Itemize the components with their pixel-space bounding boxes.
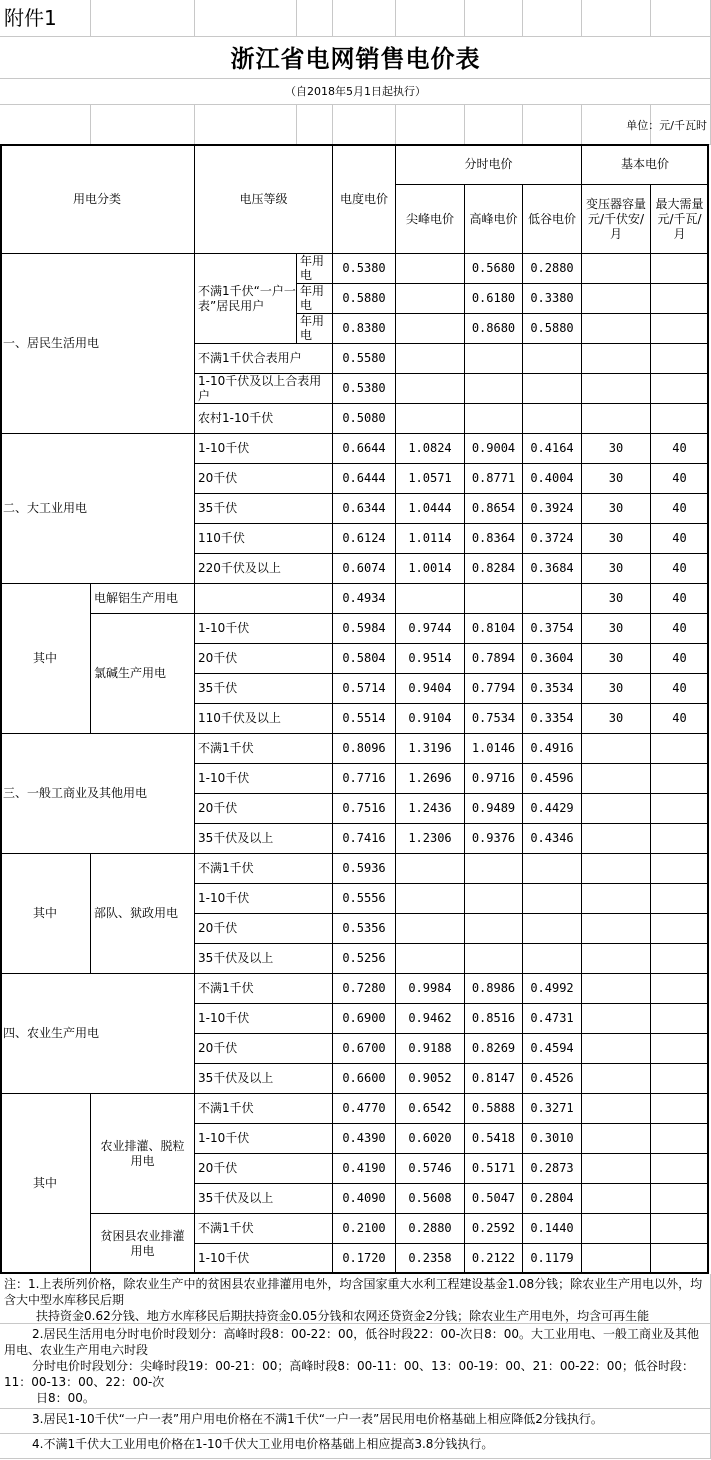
voltage-cell: 不满1千伏 (195, 1094, 333, 1124)
kwh-price-cell: 0.5580 (333, 344, 396, 374)
max-demand-cell (651, 1124, 709, 1154)
peak-top-cell (396, 914, 465, 944)
valley-cell: 0.5880 (523, 314, 582, 344)
peak-top-cell: 0.6542 (396, 1094, 465, 1124)
max-demand-cell (651, 314, 709, 344)
peak-cell: 0.7794 (465, 674, 523, 704)
max-demand-cell (651, 1214, 709, 1244)
grid-cell (91, 105, 195, 145)
voltage-cell (195, 584, 333, 614)
max-demand-cell (651, 254, 709, 284)
peak-cell: 0.2592 (465, 1214, 523, 1244)
voltage-cell: 20千伏 (195, 1034, 333, 1064)
voltage-cell: 35千伏及以上 (195, 1064, 333, 1094)
max-demand-cell (651, 854, 709, 884)
peak-cell: 0.8147 (465, 1064, 523, 1094)
voltage-cell: 不满1千伏 (195, 854, 333, 884)
peak-top-cell: 1.0014 (396, 554, 465, 584)
grid-cell (651, 0, 711, 37)
sub-label: 其中 (0, 584, 91, 734)
valley-cell: 0.4992 (523, 974, 582, 1004)
kwh-price-cell: 0.7516 (333, 794, 396, 824)
voltage-cell: 不满1千伏 (195, 734, 333, 764)
max-demand-cell (651, 1184, 709, 1214)
peak-cell: 0.5888 (465, 1094, 523, 1124)
peak-top-cell: 1.3196 (396, 734, 465, 764)
peak-cell: 0.7894 (465, 644, 523, 674)
transformer-cell (582, 1064, 651, 1094)
grid-cell (523, 0, 582, 37)
max-demand-cell (651, 284, 709, 314)
valley-cell (523, 584, 582, 614)
peak-top-cell (396, 284, 465, 314)
transformer-cell (582, 734, 651, 764)
peak-top-cell: 0.9052 (396, 1064, 465, 1094)
note-3: 3.居民1-10千伏“一户一表”用户用电价格在不满1千伏“一户一表”居民用电价格基础上相应降低2分钱执行。 (0, 1409, 711, 1434)
voltage-cell: 不满1千伏 (195, 1214, 333, 1244)
grid-cell (465, 0, 523, 37)
voltage-cell: 35千伏 (195, 494, 333, 524)
peak-top-cell (396, 404, 465, 434)
max-demand-cell (651, 824, 709, 854)
kwh-price-cell: 0.7716 (333, 764, 396, 794)
peak-top-cell: 0.2358 (396, 1244, 465, 1274)
note-2-line-b-text: 分时电价时段划分：尖峰时段19：00-21：00；高峰时段8：00-11：00、13：00-19：00、21：00-22：00；低谷时段：11：00-13：00、22：00-次 (4, 1359, 695, 1389)
kwh-price-cell: 0.7416 (333, 824, 396, 854)
peak-cell: 0.2122 (465, 1244, 523, 1274)
kwh-price-cell: 0.7280 (333, 974, 396, 1004)
valley-cell: 0.4594 (523, 1034, 582, 1064)
max-demand-cell: 40 (651, 434, 709, 464)
voltage-cell: 35千伏及以上 (195, 824, 333, 854)
valley-cell: 0.2804 (523, 1184, 582, 1214)
valley-cell: 0.3724 (523, 524, 582, 554)
header-peak: 高峰电价 (465, 185, 523, 254)
valley-cell: 0.3684 (523, 554, 582, 584)
note-4: 4.不满1千伏大工业用电价格在1-10千伏大工业用电价格基础上相应提高3.8分钱执行。 (0, 1434, 711, 1459)
transformer-cell (582, 764, 651, 794)
transformer-cell (582, 404, 651, 434)
peak-top-cell: 0.5608 (396, 1184, 465, 1214)
transformer-cell (582, 344, 651, 374)
voltage-cell: 农村1-10千伏 (195, 404, 333, 434)
transformer-cell: 30 (582, 704, 651, 734)
page-subtitle: （自2018年5月1日起执行） (285, 85, 426, 98)
peak-cell: 0.8104 (465, 614, 523, 644)
max-demand-cell: 40 (651, 704, 709, 734)
peak-top-cell: 1.0571 (396, 464, 465, 494)
valley-cell: 0.3010 (523, 1124, 582, 1154)
kwh-price-cell: 0.5936 (333, 854, 396, 884)
transformer-cell: 30 (582, 524, 651, 554)
peak-cell: 0.9004 (465, 434, 523, 464)
kwh-price-cell: 0.5514 (333, 704, 396, 734)
peak-top-cell: 1.2436 (396, 794, 465, 824)
transformer-cell: 30 (582, 434, 651, 464)
peak-top-cell: 0.5746 (396, 1154, 465, 1184)
peak-top-cell: 1.2306 (396, 824, 465, 854)
peak-cell (465, 404, 523, 434)
transformer-cell: 30 (582, 674, 651, 704)
header-tou-group: 分时电价 (396, 145, 582, 185)
max-demand-cell (651, 1034, 709, 1064)
voltage-cell: 1-10千伏 (195, 1004, 333, 1034)
voltage-cell: 不满1千伏 (195, 974, 333, 1004)
peak-top-cell (396, 374, 465, 404)
valley-cell: 0.1179 (523, 1244, 582, 1274)
header-voltage: 电压等级 (195, 145, 333, 254)
valley-cell: 0.3604 (523, 644, 582, 674)
kwh-price-cell: 0.5256 (333, 944, 396, 974)
peak-cell: 0.8654 (465, 494, 523, 524)
kwh-price-cell: 0.6344 (333, 494, 396, 524)
max-demand-cell (651, 974, 709, 1004)
grid-cell (195, 0, 297, 37)
kwh-price-cell: 0.6444 (333, 464, 396, 494)
transformer-cell (582, 1214, 651, 1244)
note-2-line-a: 2.居民生活用电分时电价时段划分：高峰时段8：00-22：00，低谷时段22：00-次日8：00。大工业用电、一般工商业及其他用电、农业生产用电六时段 (4, 1327, 700, 1357)
kwh-price-cell: 0.8096 (333, 734, 396, 764)
kwh-price-cell: 0.2100 (333, 1214, 396, 1244)
peak-cell: 0.8284 (465, 554, 523, 584)
valley-cell: 0.3380 (523, 284, 582, 314)
tier-label: 年用电 (297, 284, 333, 314)
peak-top-cell: 0.9462 (396, 1004, 465, 1034)
peak-top-cell: 0.9404 (396, 674, 465, 704)
tier-label: 年用电 (297, 314, 333, 344)
category-commercial: 三、一般工商业及其他用电 (0, 734, 195, 854)
peak-top-cell: 0.6020 (396, 1124, 465, 1154)
max-demand-cell (651, 1094, 709, 1124)
max-demand-cell (651, 764, 709, 794)
valley-cell: 0.3754 (523, 614, 582, 644)
header-transformer: 变压器容量元/千伏安/月 (582, 185, 651, 254)
peak-cell: 0.9489 (465, 794, 523, 824)
grid-cell (333, 105, 396, 145)
kwh-price-cell: 0.8380 (333, 314, 396, 344)
peak-top-cell: 0.9514 (396, 644, 465, 674)
grid-cell (91, 0, 195, 37)
grid-cell (523, 105, 582, 145)
peak-cell (465, 584, 523, 614)
max-demand-cell: 40 (651, 524, 709, 554)
kwh-price-cell: 0.4934 (333, 584, 396, 614)
subcategory-aluminum: 电解铝生产用电 (91, 584, 195, 614)
transformer-cell (582, 1004, 651, 1034)
valley-cell: 0.2873 (523, 1154, 582, 1184)
transformer-cell (582, 914, 651, 944)
max-demand-cell (651, 734, 709, 764)
max-demand-cell: 40 (651, 584, 709, 614)
subcategory-irrigation: 农业排灌、脱粒用电 (91, 1094, 195, 1214)
voltage-cell: 1-10千伏 (195, 1244, 333, 1274)
peak-top-cell: 0.2880 (396, 1214, 465, 1244)
kwh-price-cell: 0.6700 (333, 1034, 396, 1064)
voltage-cell: 1-10千伏 (195, 434, 333, 464)
max-demand-cell: 40 (651, 674, 709, 704)
kwh-price-cell: 0.1720 (333, 1244, 396, 1274)
header-valley: 低谷电价 (523, 185, 582, 254)
peak-top-cell (396, 344, 465, 374)
max-demand-cell: 40 (651, 644, 709, 674)
header-category: 用电分类 (0, 145, 195, 254)
peak-cell: 0.5047 (465, 1184, 523, 1214)
max-demand-cell (651, 1004, 709, 1034)
peak-top-cell (396, 944, 465, 974)
voltage-cell: 20千伏 (195, 644, 333, 674)
peak-top-cell (396, 584, 465, 614)
max-demand-cell (651, 374, 709, 404)
max-demand-cell (651, 344, 709, 374)
peak-cell (465, 944, 523, 974)
sub-label: 其中 (0, 1094, 91, 1274)
max-demand-cell: 40 (651, 494, 709, 524)
peak-top-cell: 0.9744 (396, 614, 465, 644)
voltage-cell: 1-10千伏 (195, 884, 333, 914)
kwh-price-cell: 0.5880 (333, 284, 396, 314)
note-2 (0, 1324, 711, 1409)
valley-cell: 0.1440 (523, 1214, 582, 1244)
peak-cell: 0.8771 (465, 464, 523, 494)
peak-top-cell: 1.0824 (396, 434, 465, 464)
peak-top-cell: 0.9188 (396, 1034, 465, 1064)
kwh-price-cell: 0.5356 (333, 914, 396, 944)
voltage-cell: 1-10千伏 (195, 614, 333, 644)
transformer-cell (582, 884, 651, 914)
peak-cell: 0.8269 (465, 1034, 523, 1064)
kwh-price-cell: 0.5984 (333, 614, 396, 644)
grid-cell (297, 0, 333, 37)
voltage-cell: 220千伏及以上 (195, 554, 333, 584)
valley-cell: 0.2880 (523, 254, 582, 284)
transformer-cell (582, 854, 651, 884)
valley-cell: 0.4346 (523, 824, 582, 854)
transformer-cell (582, 254, 651, 284)
transformer-cell (582, 1034, 651, 1064)
valley-cell: 0.4596 (523, 764, 582, 794)
peak-cell (465, 884, 523, 914)
note-1 (0, 1274, 711, 1324)
kwh-price-cell: 0.5380 (333, 374, 396, 404)
header-peak-top: 尖峰电价 (396, 185, 465, 254)
max-demand-cell (651, 1154, 709, 1184)
valley-cell: 0.3271 (523, 1094, 582, 1124)
valley-cell: 0.4429 (523, 794, 582, 824)
transformer-cell: 30 (582, 464, 651, 494)
kwh-price-cell: 0.6600 (333, 1064, 396, 1094)
header-basic-group: 基本电价 (582, 145, 709, 185)
transformer-cell (582, 374, 651, 404)
peak-cell: 0.7534 (465, 704, 523, 734)
peak-top-cell: 0.9104 (396, 704, 465, 734)
valley-cell: 0.4916 (523, 734, 582, 764)
max-demand-cell (651, 944, 709, 974)
transformer-cell (582, 284, 651, 314)
kwh-price-cell: 0.5556 (333, 884, 396, 914)
voltage-cell: 不满1千伏合表用户 (195, 344, 333, 374)
peak-top-cell: 1.2696 (396, 764, 465, 794)
valley-cell (523, 374, 582, 404)
voltage-cell: 1-10千伏及以上合表用户 (195, 374, 333, 404)
max-demand-cell (651, 1244, 709, 1274)
transformer-cell (582, 824, 651, 854)
transformer-cell (582, 1184, 651, 1214)
kwh-price-cell: 0.6900 (333, 1004, 396, 1034)
transformer-cell (582, 944, 651, 974)
voltage-cell: 35千伏及以上 (195, 1184, 333, 1214)
kwh-price-cell: 0.5380 (333, 254, 396, 284)
kwh-price-cell: 0.4090 (333, 1184, 396, 1214)
note-2-line-b (0, 1358, 706, 1390)
kwh-price-cell: 0.5714 (333, 674, 396, 704)
peak-top-cell (396, 884, 465, 914)
subcategory-chlor-alkali: 氯碱生产用电 (91, 614, 195, 734)
transformer-cell (582, 314, 651, 344)
category-large-industry: 二、大工业用电 (0, 434, 195, 584)
subcategory-military: 部队、狱政用电 (91, 854, 195, 974)
peak-cell: 0.5418 (465, 1124, 523, 1154)
valley-cell: 0.4004 (523, 464, 582, 494)
peak-cell: 0.8516 (465, 1004, 523, 1034)
peak-cell (465, 344, 523, 374)
voltage-cell: 20千伏 (195, 914, 333, 944)
peak-cell (465, 374, 523, 404)
peak-cell: 0.8680 (465, 314, 523, 344)
kwh-price-cell: 0.6074 (333, 554, 396, 584)
unit-label: 单位：元/千瓦时 (626, 119, 707, 132)
grid-cell (396, 105, 465, 145)
voltage-cell: 110千伏 (195, 524, 333, 554)
kwh-price-cell: 0.4190 (333, 1154, 396, 1184)
voltage-cell: 20千伏 (195, 1154, 333, 1184)
header-kwh-price: 电度电价 (333, 145, 396, 254)
transformer-cell: 30 (582, 614, 651, 644)
peak-top-cell (396, 254, 465, 284)
peak-cell: 1.0146 (465, 734, 523, 764)
transformer-cell (582, 974, 651, 1004)
attachment-label: 附件1 (4, 6, 57, 30)
grid-cell (582, 0, 651, 37)
transformer-cell (582, 1124, 651, 1154)
voltage-cell: 110千伏及以上 (195, 704, 333, 734)
valley-cell (523, 854, 582, 884)
grid-cell (0, 105, 91, 145)
valley-cell (523, 884, 582, 914)
max-demand-cell (651, 914, 709, 944)
peak-cell: 0.9716 (465, 764, 523, 794)
note-1-line-b: 扶持资金0.62分钱、地方水库移民后期扶持资金0.05分钱和农网还贷资金2分钱；除农业生产用电外，均含可再生能 (36, 1309, 650, 1323)
valley-cell: 0.4731 (523, 1004, 582, 1034)
sub-label: 其中 (0, 854, 91, 974)
valley-cell: 0.4164 (523, 434, 582, 464)
max-demand-cell: 40 (651, 614, 709, 644)
voltage-cell: 20千伏 (195, 794, 333, 824)
peak-top-cell (396, 314, 465, 344)
grid-cell (297, 105, 333, 145)
max-demand-cell (651, 404, 709, 434)
peak-top-cell: 1.0114 (396, 524, 465, 554)
subcategory-poor-county: 贫困县农业排灌用电 (91, 1214, 195, 1274)
peak-cell: 0.5680 (465, 254, 523, 284)
peak-cell (465, 914, 523, 944)
transformer-cell: 30 (582, 494, 651, 524)
peak-top-cell: 0.9984 (396, 974, 465, 1004)
grid-cell (465, 105, 523, 145)
category-agriculture: 四、农业生产用电 (0, 974, 195, 1094)
transformer-cell (582, 1154, 651, 1184)
grid-cell (396, 0, 465, 37)
header-max-demand: 最大需量元/千瓦/月 (651, 185, 709, 254)
tier-label: 年用电 (297, 254, 333, 284)
grid-cell (333, 0, 396, 37)
note-1-line-a: 注：1.上表所列价格，除农业生产中的贫困县农业排灌用电外，均含国家重大水利工程建设基金1.08分钱；除农业生产用电以外，均含大中型水库移民后期 (4, 1277, 703, 1307)
voltage-cell: 20千伏 (195, 464, 333, 494)
peak-cell: 0.5171 (465, 1154, 523, 1184)
valley-cell: 0.3354 (523, 704, 582, 734)
peak-top-cell: 1.0444 (396, 494, 465, 524)
transformer-cell (582, 794, 651, 824)
voltage-cell: 1-10千伏 (195, 764, 333, 794)
valley-cell (523, 914, 582, 944)
transformer-cell (582, 1244, 651, 1274)
peak-cell: 0.9376 (465, 824, 523, 854)
max-demand-cell (651, 794, 709, 824)
valley-cell: 0.4526 (523, 1064, 582, 1094)
note-2-line-c: 日8：00。 (36, 1391, 95, 1405)
voltage-one-meter: 不满1千伏“一户一表”居民用户 (195, 254, 297, 344)
kwh-price-cell: 0.6124 (333, 524, 396, 554)
peak-cell: 0.8364 (465, 524, 523, 554)
peak-cell: 0.6180 (465, 284, 523, 314)
max-demand-cell (651, 1064, 709, 1094)
max-demand-cell (651, 884, 709, 914)
grid-cell (195, 105, 297, 145)
voltage-cell: 35千伏及以上 (195, 944, 333, 974)
valley-cell: 0.3534 (523, 674, 582, 704)
category-residential: 一、居民生活用电 (0, 254, 195, 434)
kwh-price-cell: 0.6644 (333, 434, 396, 464)
peak-cell: 0.8986 (465, 974, 523, 1004)
valley-cell (523, 404, 582, 434)
max-demand-cell: 40 (651, 554, 709, 584)
kwh-price-cell: 0.5080 (333, 404, 396, 434)
transformer-cell: 30 (582, 554, 651, 584)
valley-cell (523, 344, 582, 374)
kwh-price-cell: 0.4770 (333, 1094, 396, 1124)
peak-top-cell (396, 854, 465, 884)
valley-cell (523, 944, 582, 974)
kwh-price-cell: 0.5804 (333, 644, 396, 674)
peak-cell (465, 854, 523, 884)
voltage-cell: 35千伏 (195, 674, 333, 704)
valley-cell: 0.3924 (523, 494, 582, 524)
max-demand-cell: 40 (651, 464, 709, 494)
voltage-cell: 1-10千伏 (195, 1124, 333, 1154)
transformer-cell: 30 (582, 584, 651, 614)
transformer-cell (582, 1094, 651, 1124)
kwh-price-cell: 0.4390 (333, 1124, 396, 1154)
page-title: 浙江省电网销售电价表 (230, 45, 481, 73)
transformer-cell: 30 (582, 644, 651, 674)
